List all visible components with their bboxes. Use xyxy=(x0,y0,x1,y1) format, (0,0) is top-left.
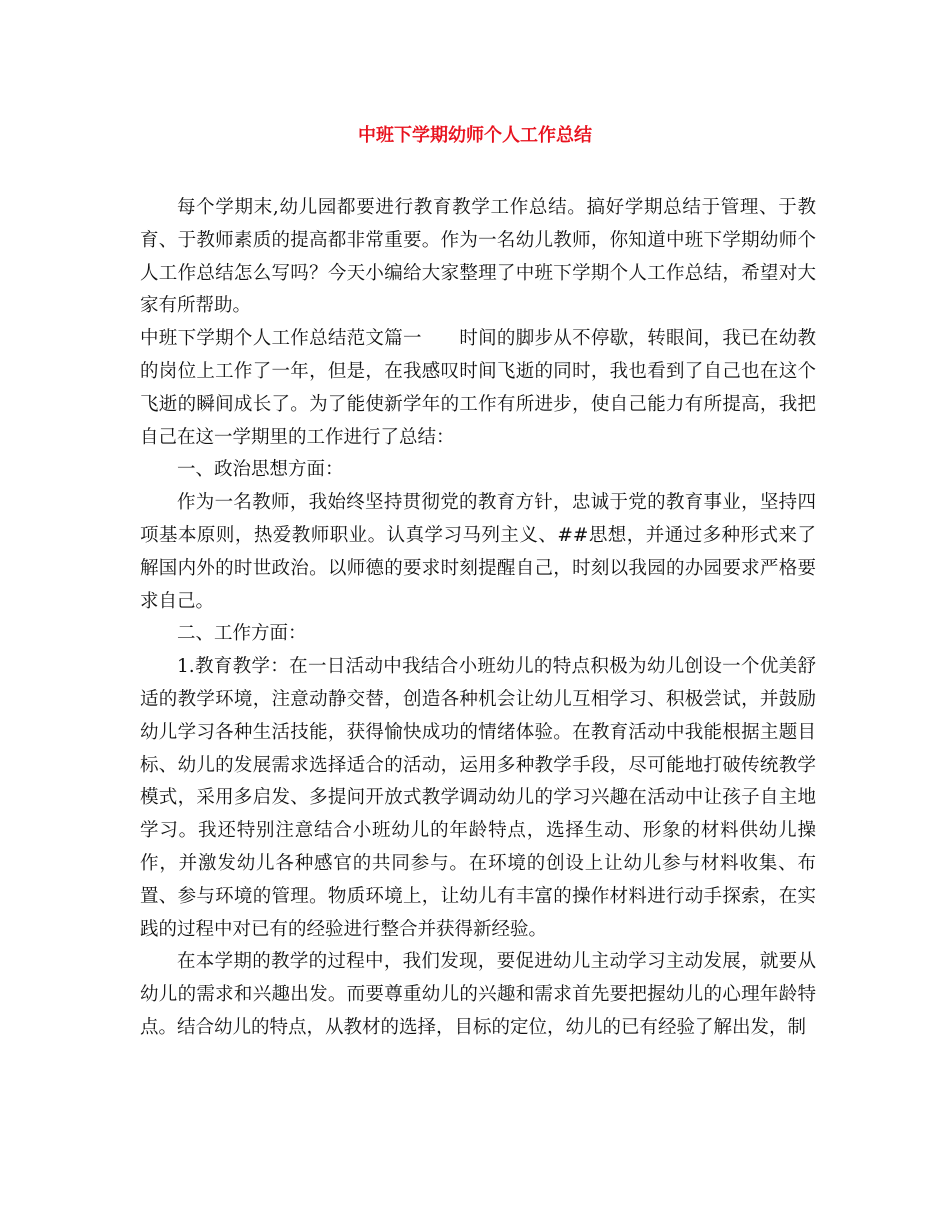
semester-paragraph: 在本学期的教学的过程中，我们发现，要促进幼儿主动学习主动发展，就要从幼儿的需求和兴趣出发。而要尊重幼儿的兴趣和需求首先要把握幼儿的心理年龄特点。结合幼儿的特点，从教材的选择，目标的定位，幼儿的已有经验了解出发，制 xyxy=(140,951,816,1038)
teaching-paragraph: 1.教育教学：在一日活动中我结合小班幼儿的特点积极为幼儿创设一个优美舒适的教学环境，注意动静交替，创造各种机会让幼儿互相学习、积极尝试，并鼓励幼儿学习各种生活技能，获得愉快成功的情绪体验。在教育活动中我能根据主题目标、幼儿的发展需求选择适合的活动，运用多种教学手段，尽可能地打破传统教学模式，采用多启发、多提问开放式教学调动幼儿的学习兴趣在活动中让孩子自主地学习。我还特别注意结合小班幼儿的年龄特点，选择生动、形象的材料供幼儿操作，并激发幼儿各种感官的共同参与。在环境的创设上让幼儿参与材料收集、布置、参与环境的管理。物质环境上，让幼儿有丰富的操作材料进行动手探索，在实践的过程中对已有的经验进行整合并获得新经验。 xyxy=(140,656,816,940)
section-paragraph-1: 中班下学期个人工作总结范文篇一 时间的脚步从不停歇，转眼间，我已在幼教的岗位上工作了一年，但是，在我感叹时间飞逝的同时，我也看到了自己也在这个飞逝的瞬间成长了。为了能使新学年的工作有所进步，使自己能力有所提高，我把自己在这一学期里的工作进行了总结： xyxy=(140,328,816,448)
political-paragraph: 作为一名教师，我始终坚持贯彻党的教育方针，忠诚于党的教育事业，坚持四项基本原则，热爱教师职业。认真学习马列主义、##思想，并通过多种形式来了解国内外的时世政治。以师德的要求时刻提醒自己，时刻以我园的办园要求严格要求自己。 xyxy=(140,492,816,612)
document-title: 中班下学期幼师个人工作总结 xyxy=(358,125,592,146)
heading-political: 一、政治思想方面： xyxy=(177,459,344,481)
heading-work: 二、工作方面： xyxy=(177,623,307,645)
intro-paragraph: 每个学期末,幼儿园都要进行教育教学工作总结。搞好学期总结于管理、于教育、于教师素质的提高都非常重要。作为一名幼儿教师，你知道中班下学期幼师个人工作总结怎么写吗？今天小编给大家整理了中班下学期个人工作总结，希望对大家有所帮助。 xyxy=(140,197,816,317)
document-body xyxy=(140,192,816,1045)
